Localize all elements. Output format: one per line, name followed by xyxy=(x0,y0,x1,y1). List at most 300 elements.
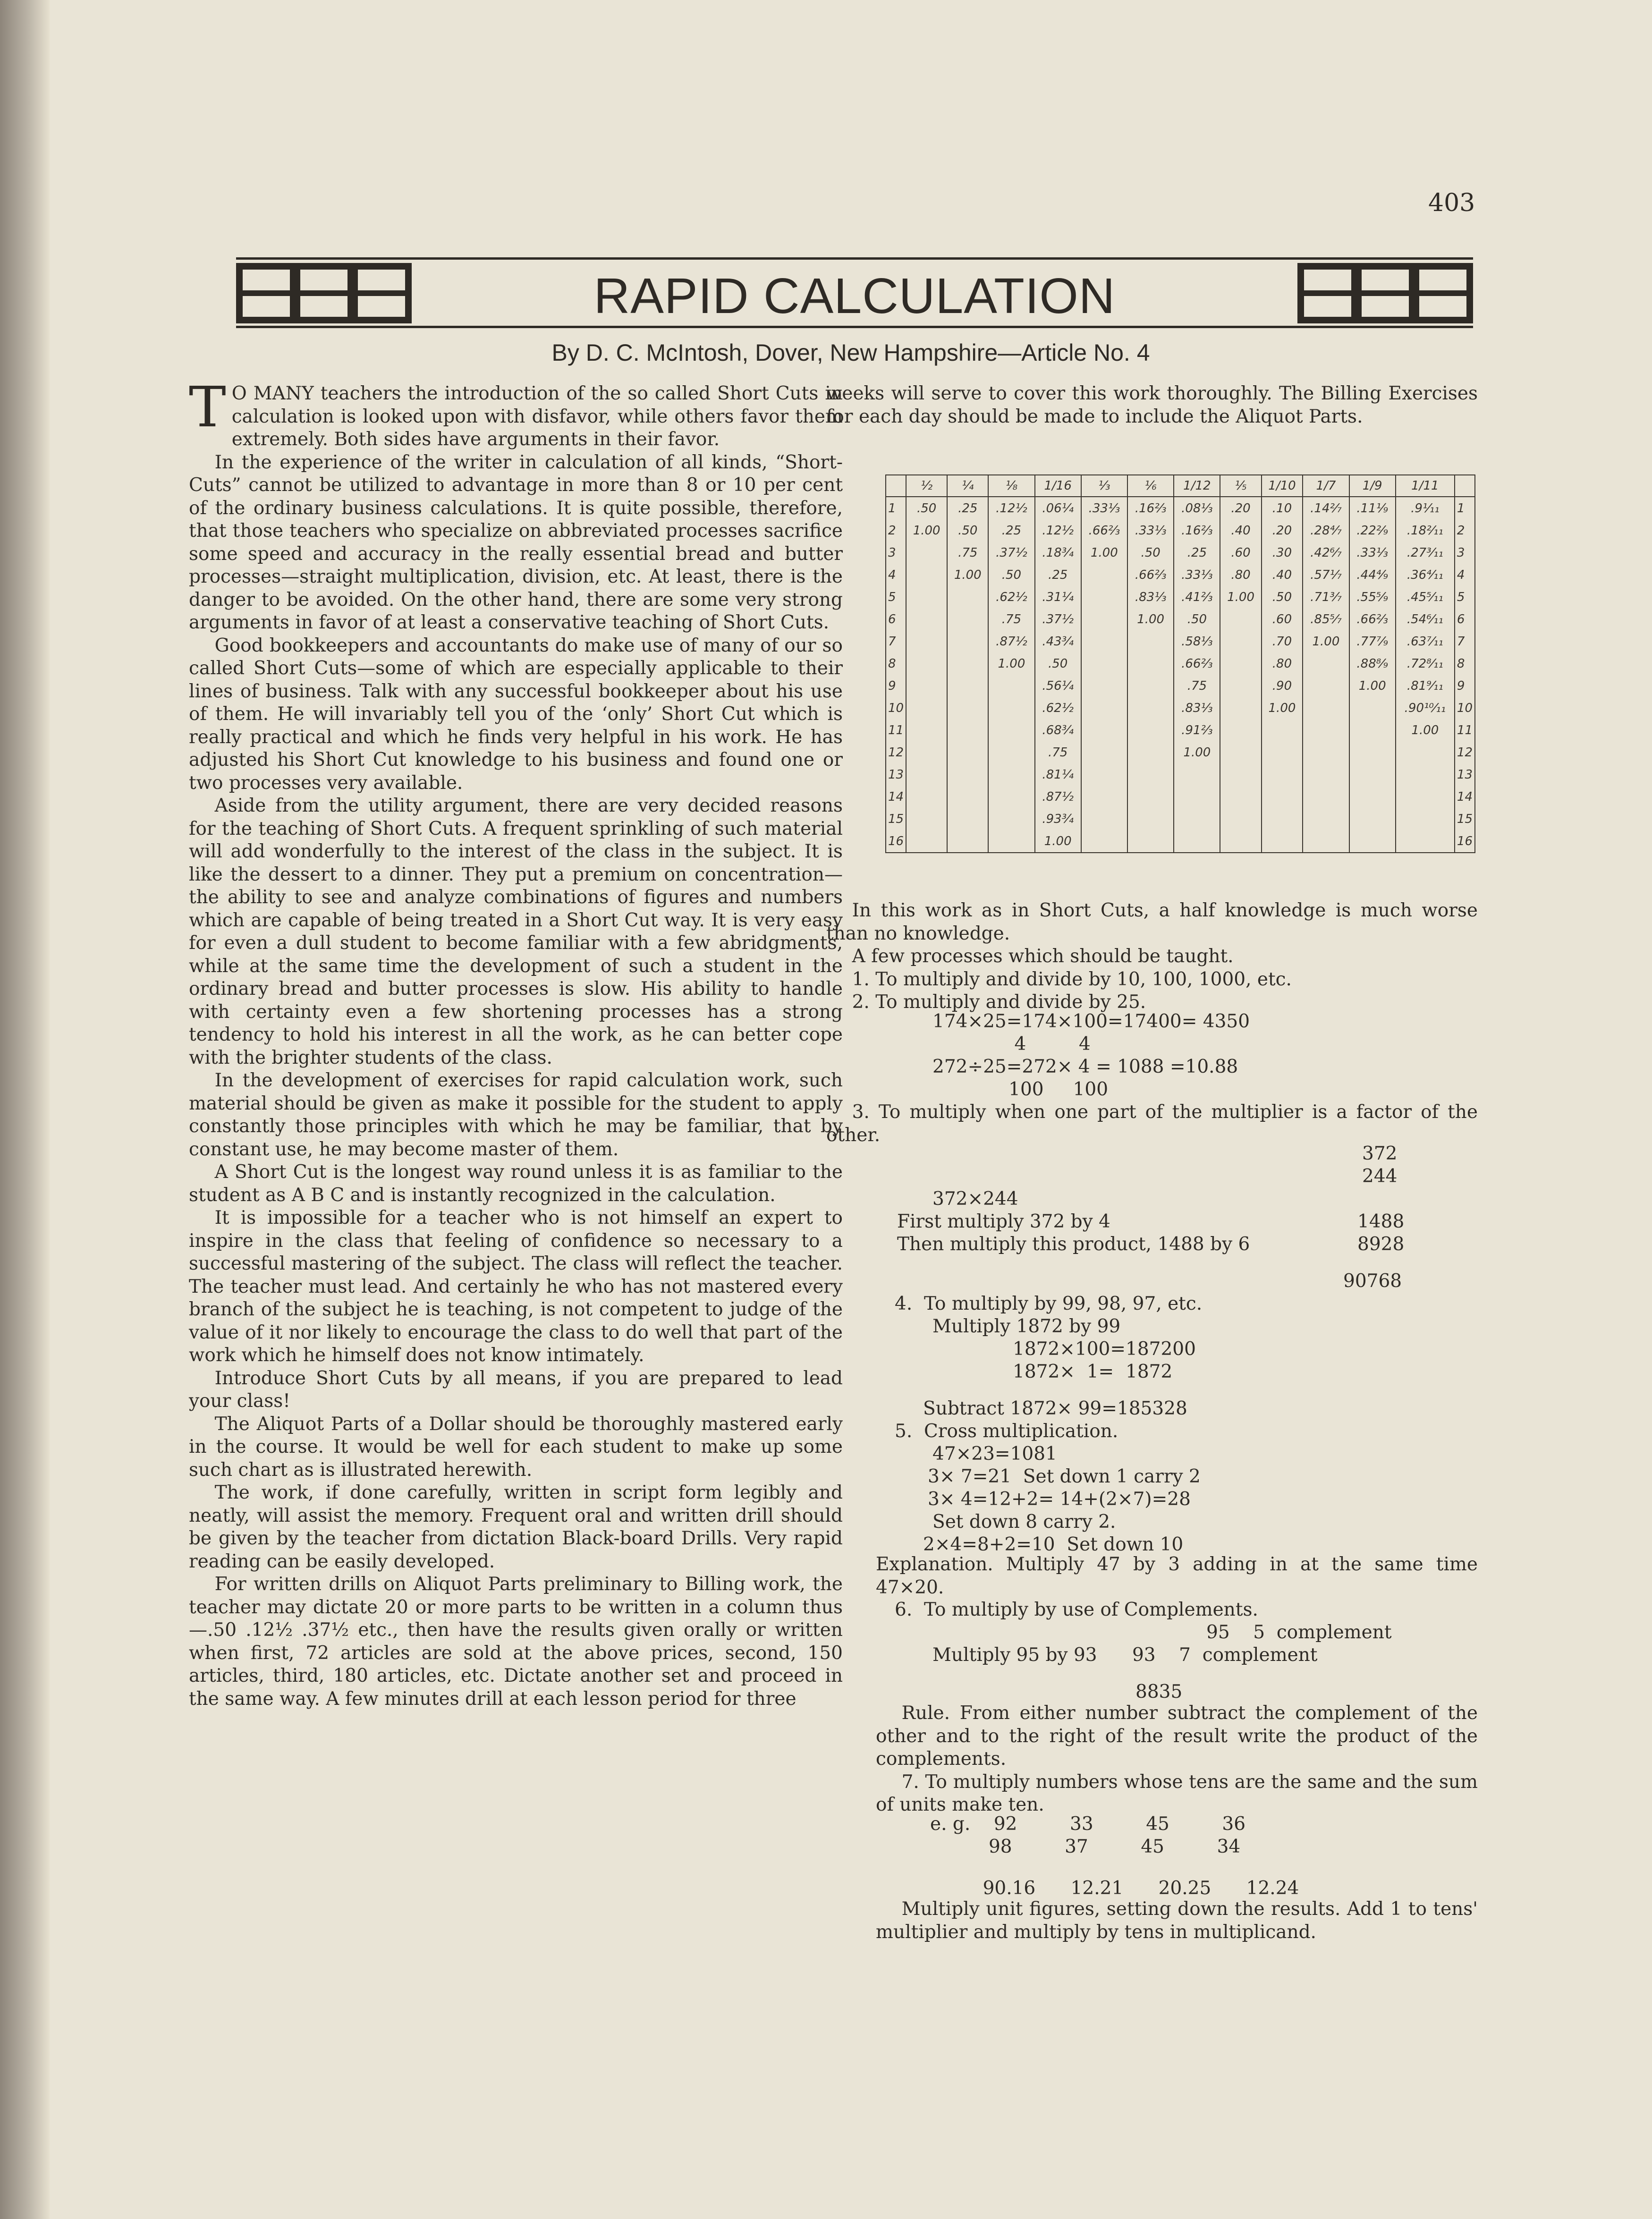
table-cell xyxy=(1349,719,1396,741)
table-header-cell: 1/7 xyxy=(1303,475,1349,497)
step-3-text: 3. To multiply when one part of the multiplier is a factor of the other. xyxy=(826,1101,1478,1146)
table-header-cell: 1/9 xyxy=(1349,475,1396,497)
table-cell xyxy=(988,675,1034,697)
math-line: 244 xyxy=(1362,1166,1398,1187)
right-column-body xyxy=(826,899,1478,1014)
table-cell xyxy=(1220,786,1261,808)
table-header-cell: ⅙ xyxy=(1127,475,1174,497)
table-cell xyxy=(1262,808,1303,830)
table-cell: .36⁴⁄₁₁ xyxy=(1396,564,1455,586)
table-cell: .08⅓ xyxy=(1174,497,1220,519)
table-cell: 1.00 xyxy=(1127,608,1174,630)
math-line: Multiply 1872 by 99 xyxy=(932,1316,1121,1337)
step-2: 2. To multiply and divide by 25. xyxy=(852,991,1146,1013)
table-cell: 4 xyxy=(886,564,906,586)
math-line: 98 37 45 34 xyxy=(930,1836,1241,1857)
math-line: Set down 8 carry 2. xyxy=(932,1511,1116,1533)
table-row xyxy=(886,719,1475,741)
table-cell: .06¼ xyxy=(1035,497,1081,519)
table-cell: .30 xyxy=(1262,542,1303,564)
table-cell: .66⅔ xyxy=(1127,564,1174,586)
aliquot-table xyxy=(885,474,1475,853)
table-cell: 10 xyxy=(886,697,906,719)
table-cell xyxy=(947,608,988,630)
table-cell: .70 xyxy=(1262,630,1303,652)
table-cell: .50 xyxy=(1262,586,1303,608)
banner-top-rule xyxy=(236,257,1473,260)
paragraph: Introduce Short Cuts by all means, if you are prepared to lead your class! xyxy=(189,1367,843,1412)
table-cell: .45⁵⁄₁₁ xyxy=(1396,586,1455,608)
table-cell: 1.00 xyxy=(1220,586,1261,608)
table-cell: .42⁶⁄₇ xyxy=(1303,542,1349,564)
table-cell: .90¹⁰⁄₁₁ xyxy=(1396,697,1455,719)
table-cell xyxy=(988,719,1034,741)
table-cell xyxy=(1174,808,1220,830)
paragraph: In the development of exercises for rapid calculation work, such material should be given as make it possible for the student to apply constantly those principles with which he may be familiar, that by constant use, he may become master of them. xyxy=(189,1070,843,1160)
table-cell: .50 xyxy=(1127,542,1174,564)
table-cell: 3 xyxy=(1455,542,1475,564)
paragraph: The work, if done carefully, written in script form legibly and neatly, will assist the memory. Frequent oral and written drill should be given by the teacher from dictation Black-board Drills. Very rapid reading can be easily developed. xyxy=(189,1482,843,1572)
table-cell: 5 xyxy=(1455,586,1475,608)
table-header-cell: 1/11 xyxy=(1396,475,1455,497)
table-cell xyxy=(1081,808,1127,830)
table-cell xyxy=(1127,652,1174,675)
table-cell: .91⅔ xyxy=(1174,719,1220,741)
ornament-right xyxy=(1297,263,1473,323)
table-cell xyxy=(1127,763,1174,786)
table-cell: .66⅔ xyxy=(1349,608,1396,630)
table-cell xyxy=(1220,630,1261,652)
table-cell: 9 xyxy=(1455,675,1475,697)
table-row xyxy=(886,542,1475,564)
table-cell xyxy=(1081,630,1127,652)
table-cell: .71³⁄₇ xyxy=(1303,586,1349,608)
table-cell: 2 xyxy=(1455,519,1475,542)
table-cell xyxy=(947,630,988,652)
step-5: 5. Cross multiplication. xyxy=(895,1421,1118,1442)
table-cell xyxy=(1349,786,1396,808)
table-cell xyxy=(1220,652,1261,675)
table-cell xyxy=(1220,741,1261,763)
math-line: 3× 4=12+2= 14+(2×7)=28 xyxy=(928,1489,1191,1510)
table-header-cell: ⅓ xyxy=(1081,475,1127,497)
table-cell: .43¾ xyxy=(1035,630,1081,652)
table-cell: .14²⁄₇ xyxy=(1303,497,1349,519)
table-cell xyxy=(947,586,988,608)
right-column-intro xyxy=(826,382,1478,428)
table-cell xyxy=(1081,564,1127,586)
table-cell xyxy=(947,719,988,741)
math-line: 2×4=8+2=10 Set down 10 xyxy=(923,1534,1184,1555)
table-cell xyxy=(906,586,947,608)
table-cell xyxy=(1349,830,1396,853)
table-cell xyxy=(1303,652,1349,675)
rule-text: Rule. From either number subtract the complement of the other and to the right of the result write the product of the complements. 7. To multiply numbers whose tens are the same and the sum of units make ten. xyxy=(876,1702,1478,1815)
table-cell xyxy=(906,741,947,763)
table-cell: .27³⁄₁₁ xyxy=(1396,542,1455,564)
table-cell xyxy=(1220,719,1261,741)
title-banner xyxy=(236,257,1473,328)
table-cell: .60 xyxy=(1262,608,1303,630)
banner-bottom-rule xyxy=(236,326,1473,328)
table-cell xyxy=(1349,763,1396,786)
paragraph: In the experience of the writer in calculation of all kinds, “Short-Cuts” cannot be utilized to advantage in more than 8 or 10 per cent of the ordinary business calculations. It is quite possible, therefore, that those teachers who specialize on abbreviated processes sacrifice some speed and accuracy in the really essential bread and butter processes—straight multiplication, division, etc. At least, there is the danger to be avoided. On the other hand, there are some very strong arguments in favor of at least a conservative teaching of Short Cuts. xyxy=(189,451,843,633)
table-cell: .88⁸⁄₉ xyxy=(1349,652,1396,675)
table-cell: .80 xyxy=(1262,652,1303,675)
table-cell: 9 xyxy=(886,675,906,697)
table-cell xyxy=(906,675,947,697)
table-cell xyxy=(947,675,988,697)
table-cell xyxy=(1349,697,1396,719)
table-cell xyxy=(1220,608,1261,630)
table-cell: .87½ xyxy=(988,630,1034,652)
table-cell xyxy=(988,741,1034,763)
paragraph: The Aliquot Parts of a Dollar should be thoroughly mastered early in the course. It would be well for each student to make up some such chart as is illustrated herewith. xyxy=(189,1413,843,1481)
step-4: 4. To multiply by 99, 98, 97, etc. xyxy=(895,1293,1203,1314)
table-cell xyxy=(947,786,988,808)
table-cell xyxy=(947,830,988,853)
table-cell: 12 xyxy=(1455,741,1475,763)
table-cell: 11 xyxy=(1455,719,1475,741)
table-cell: .12½ xyxy=(1035,519,1081,542)
table-cell: .55⁵⁄₉ xyxy=(1349,586,1396,608)
table-cell: .25 xyxy=(1174,542,1220,564)
math-line: 47×23=1081 xyxy=(932,1443,1057,1465)
table-cell xyxy=(1127,808,1174,830)
table-cell xyxy=(1303,719,1349,741)
table-cell: .16⅔ xyxy=(1174,519,1220,542)
aliquot-parts-chart xyxy=(885,474,1475,871)
table-cell: .80 xyxy=(1220,564,1261,586)
table-cell xyxy=(947,697,988,719)
table-cell: .81⁹⁄₁₁ xyxy=(1396,675,1455,697)
table-cell xyxy=(906,808,947,830)
math-line: 174×25=174×100=17400= 4350 xyxy=(932,1011,1250,1032)
table-row xyxy=(886,497,1475,519)
table-row xyxy=(886,830,1475,853)
math-line: 1872×100=187200 xyxy=(1013,1338,1196,1360)
table-cell xyxy=(906,830,947,853)
table-cell xyxy=(1262,763,1303,786)
table-cell xyxy=(906,763,947,786)
table-cell: .75 xyxy=(988,608,1034,630)
table-cell: .58⅓ xyxy=(1174,630,1220,652)
table-cell: .62½ xyxy=(1035,697,1081,719)
math-line: 100 100 xyxy=(932,1079,1109,1100)
table-cell xyxy=(906,630,947,652)
table-cell: 14 xyxy=(886,786,906,808)
table-cell xyxy=(1127,697,1174,719)
table-cell xyxy=(1396,786,1455,808)
table-cell: .25 xyxy=(988,519,1034,542)
math-line: 3× 7=21 Set down 1 carry 2 xyxy=(928,1466,1201,1487)
table-row xyxy=(886,763,1475,786)
table-cell xyxy=(1081,741,1127,763)
byline: By D. C. McIntosh, Dover, New Hampshire—Article No. 4 xyxy=(551,339,1150,366)
table-cell: .72⁸⁄₁₁ xyxy=(1396,652,1455,675)
table-cell: .10 xyxy=(1262,497,1303,519)
table-header-cell: 1/12 xyxy=(1174,475,1220,497)
table-cell: .81¼ xyxy=(1035,763,1081,786)
book-binding-edge xyxy=(0,0,50,2219)
table-cell xyxy=(1081,586,1127,608)
table-cell xyxy=(1262,786,1303,808)
table-cell: 7 xyxy=(1455,630,1475,652)
math-line: 95 5 complement xyxy=(1206,1622,1392,1643)
paragraph: Good bookkeepers and accountants do make use of many of our so called Short Cuts—some of which are especially applicable to their lines of business. Talk with any successful bookkeeper about his use of them. He will invariably tell you of the ‘only’ Short Cut which is really practical and which he finds very helpful in his work. He has adjusted his Short Cut knowledge to his business and found one or two processes very available. xyxy=(189,635,843,794)
table-cell xyxy=(906,608,947,630)
table-cell: .66⅔ xyxy=(1174,652,1220,675)
table-cell xyxy=(1349,808,1396,830)
table-row xyxy=(886,586,1475,608)
math-line: 90.16 12.21 20.25 12.24 xyxy=(930,1878,1299,1899)
paragraph: For written drills on Aliquot Parts preliminary to Billing work, the teacher may dictate 20 or more parts to be written in a column thus—.50 .12½ .37½ etc., then have the results given orally or written when first, 72 articles are sold at the above prices, second, 150 articles, third, 180 articles, etc. Dictate another set and proceed in the same way. A few minutes drill at each lesson period for three xyxy=(189,1574,843,1710)
table-cell: .77⁷⁄₉ xyxy=(1349,630,1396,652)
drop-cap: T xyxy=(189,374,226,440)
paragraph: It is impossible for a teacher who is not himself an expert to inspire in the class that feeling of confidence so necessary to a successful mastering of the subject. The class will reflect the teacher. The teacher must lead. And certainly he who has not mastered every branch of the subject he is teaching, is not competent to judge of the value of it nor likely to encourage the class to do well that part of the work which he himself does not know intimately. xyxy=(189,1207,843,1366)
table-cell: 1.00 xyxy=(1396,719,1455,741)
table-cell xyxy=(947,808,988,830)
table-cell xyxy=(1220,808,1261,830)
table-cell: 8 xyxy=(1455,652,1475,675)
table-cell: .33⅓ xyxy=(1174,564,1220,586)
table-cell: 16 xyxy=(886,830,906,853)
table-cell xyxy=(1303,697,1349,719)
table-cell xyxy=(947,763,988,786)
step-1: 1. To multiply and divide by 10, 100, 1000, etc. xyxy=(852,968,1292,990)
table-cell: 15 xyxy=(1455,808,1475,830)
left-column xyxy=(189,374,843,1711)
table-cell xyxy=(1081,830,1127,853)
table-cell xyxy=(1127,675,1174,697)
table-cell: 10 xyxy=(1455,697,1475,719)
math-line: 8928 xyxy=(1357,1234,1405,1255)
table-header-cell xyxy=(886,475,906,497)
page xyxy=(50,0,1652,2219)
table-row xyxy=(886,808,1475,830)
table-cell xyxy=(1349,741,1396,763)
table-cell xyxy=(1303,830,1349,853)
math-line: 1488 xyxy=(1357,1211,1405,1232)
table-row xyxy=(886,675,1475,697)
paragraph: A few processes which should be taught. xyxy=(852,946,1234,967)
table-cell xyxy=(906,697,947,719)
table-header-cell: ⅛ xyxy=(988,475,1034,497)
table-cell: .20 xyxy=(1262,519,1303,542)
table-cell xyxy=(1220,675,1261,697)
math-line: Then multiply this product, 1488 by 6 xyxy=(897,1234,1250,1255)
table-cell: 12 xyxy=(886,741,906,763)
table-cell xyxy=(988,808,1034,830)
table-cell xyxy=(1081,652,1127,675)
table-cell xyxy=(1081,608,1127,630)
table-cell: .50 xyxy=(1174,608,1220,630)
table-cell xyxy=(906,542,947,564)
table-cell: .66⅔ xyxy=(1081,519,1127,542)
table-cell: .40 xyxy=(1262,564,1303,586)
table-cell: .75 xyxy=(947,542,988,564)
table-header-cell: ½ xyxy=(906,475,947,497)
table-cell xyxy=(988,697,1034,719)
table-header-cell: ⅕ xyxy=(1220,475,1261,497)
table-cell: .33⅓ xyxy=(1349,542,1396,564)
table-cell xyxy=(1220,763,1261,786)
table-cell: 1 xyxy=(886,497,906,519)
table-cell xyxy=(947,741,988,763)
table-row xyxy=(886,697,1475,719)
table-cell: 1.00 xyxy=(1174,741,1220,763)
math-line: 4 4 xyxy=(932,1033,1091,1055)
table-cell xyxy=(988,830,1034,853)
table-cell xyxy=(1262,741,1303,763)
table-cell: .33⅓ xyxy=(1081,497,1127,519)
table-cell xyxy=(1262,830,1303,853)
math-line: Multiply 95 by 93 93 7 complement xyxy=(932,1644,1318,1666)
table-cell: .90 xyxy=(1262,675,1303,697)
table-cell: .85⁵⁄₇ xyxy=(1303,608,1349,630)
table-cell xyxy=(1127,741,1174,763)
table-cell: 6 xyxy=(1455,608,1475,630)
table-row xyxy=(886,741,1475,763)
paragraph: In this work as in Short Cuts, a half knowledge is much worse than no knowledge. xyxy=(826,900,1478,944)
table-cell: 1.00 xyxy=(1303,630,1349,652)
table-cell: .57¹⁄₇ xyxy=(1303,564,1349,586)
table-cell xyxy=(1174,830,1220,853)
table-cell: .56¼ xyxy=(1035,675,1081,697)
math-line: Subtract 1872× 99=185328 xyxy=(923,1398,1187,1419)
step-6: 6. To multiply by use of Complements. xyxy=(895,1599,1258,1620)
table-cell xyxy=(906,564,947,586)
paragraph: weeks will serve to cover this work thoroughly. The Billing Exercises for each day should be made to include the Aliquot Parts. xyxy=(826,383,1478,427)
table-cell: .18²⁄₁₁ xyxy=(1396,519,1455,542)
table-cell: .41⅔ xyxy=(1174,586,1220,608)
table-cell xyxy=(1127,719,1174,741)
table-cell: 1.00 xyxy=(1035,830,1081,853)
table-row xyxy=(886,519,1475,542)
table-cell xyxy=(1303,808,1349,830)
table-cell: .37½ xyxy=(1035,608,1081,630)
table-cell xyxy=(988,786,1034,808)
table-cell xyxy=(1081,763,1127,786)
table-cell: .50 xyxy=(947,519,988,542)
table-cell xyxy=(1262,719,1303,741)
table-cell xyxy=(1303,786,1349,808)
explanation: Explanation. Multiply 47 by 3 adding in at the same time 47×20. xyxy=(876,1554,1478,1598)
table-cell: .68¾ xyxy=(1035,719,1081,741)
table-cell: .93¾ xyxy=(1035,808,1081,830)
table-cell xyxy=(1220,830,1261,853)
table-cell: 15 xyxy=(886,808,906,830)
table-cell: 2 xyxy=(886,519,906,542)
table-cell: 1.00 xyxy=(1262,697,1303,719)
table-cell: .60 xyxy=(1220,542,1261,564)
math-line: 1872× 1= 1872 xyxy=(1013,1361,1173,1382)
table-cell: .63⁷⁄₁₁ xyxy=(1396,630,1455,652)
table-cell xyxy=(1303,741,1349,763)
math-line: 372 xyxy=(1362,1143,1398,1164)
table-cell: .25 xyxy=(947,497,988,519)
table-cell: .22²⁄₉ xyxy=(1349,519,1396,542)
paragraph: Aside from the utility argument, there are very decided reasons for the teaching of Short Cuts. A frequent sprinkling of such material will add wonderfully to the interest of the class in the subject. It is like the dessert to a dinner. They put a premium on concentration—the ability to see and analyze combinations of figures and numbers which are capable of being treated in a Short Cut way. It is very easy for even a dull student to become familiar with a few abridgments, while at the same time the development of such a student in the ordinary bread and butter processes is slow. His ability to handle with certainty even a few shortening processes has a strong tendency to hold his interest in all the work, as he can better cope with the brighter students of the class. xyxy=(189,795,843,1068)
page-number: 403 xyxy=(1428,189,1475,217)
table-cell xyxy=(1081,786,1127,808)
table-cell: 11 xyxy=(886,719,906,741)
table-cell xyxy=(906,786,947,808)
table-cell: .12½ xyxy=(988,497,1034,519)
table-cell: .50 xyxy=(1035,652,1081,675)
table-cell xyxy=(1303,763,1349,786)
table-cell xyxy=(1127,786,1174,808)
table-cell: 7 xyxy=(886,630,906,652)
table-cell: .62½ xyxy=(988,586,1034,608)
table-cell xyxy=(1081,675,1127,697)
table-cell: .18¾ xyxy=(1035,542,1081,564)
table-cell: .20 xyxy=(1220,497,1261,519)
table-cell xyxy=(1303,675,1349,697)
table-cell xyxy=(1174,786,1220,808)
table-header-cell: 1/16 xyxy=(1035,475,1081,497)
table-cell: 5 xyxy=(886,586,906,608)
table-cell xyxy=(1127,630,1174,652)
table-header-cell: 1/10 xyxy=(1262,475,1303,497)
table-cell: 1.00 xyxy=(1081,542,1127,564)
table-cell: .54⁶⁄₁₁ xyxy=(1396,608,1455,630)
table-cell: 3 xyxy=(886,542,906,564)
table-cell xyxy=(1396,741,1455,763)
table-cell xyxy=(1396,808,1455,830)
table-cell: .87½ xyxy=(1035,786,1081,808)
table-cell xyxy=(1081,719,1127,741)
table-cell: 1.00 xyxy=(906,519,947,542)
math-line: 90768 xyxy=(1343,1270,1402,1292)
table-cell: .75 xyxy=(1174,675,1220,697)
table-row xyxy=(886,630,1475,652)
table-row xyxy=(886,608,1475,630)
math-line: 8835 xyxy=(1135,1681,1183,1702)
table-cell: .33⅓ xyxy=(1127,519,1174,542)
table-cell: .37½ xyxy=(988,542,1034,564)
table-cell: .50 xyxy=(906,497,947,519)
table-cell: 1.00 xyxy=(1349,675,1396,697)
paragraph: A Short Cut is the longest way round unless it is as familiar to the student as A B C and is instantly recognized in the calculation. xyxy=(189,1161,843,1206)
table-cell: 16 xyxy=(1455,830,1475,853)
table-cell: 1.00 xyxy=(988,652,1034,675)
table-cell: .83⅓ xyxy=(1127,586,1174,608)
table-cell: 13 xyxy=(1455,763,1475,786)
table-row xyxy=(886,652,1475,675)
math-line: First multiply 372 by 4 xyxy=(897,1211,1110,1232)
table-cell: 1 xyxy=(1455,497,1475,519)
table-cell: 14 xyxy=(1455,786,1475,808)
table-cell: 6 xyxy=(886,608,906,630)
closing-paragraph: Multiply unit figures, setting down the results. Add 1 to tens' multiplier and multiply by tens in multiplicand. xyxy=(876,1898,1478,1943)
table-cell: .75 xyxy=(1035,741,1081,763)
math-line: 272÷25=272× 4 = 1088 =10.88 xyxy=(932,1056,1238,1077)
table-row xyxy=(886,786,1475,808)
table-cell: 4 xyxy=(1455,564,1475,586)
table-cell: .44⁴⁄₉ xyxy=(1349,564,1396,586)
table-cell: 1.00 xyxy=(947,564,988,586)
table-cell: .83⅓ xyxy=(1174,697,1220,719)
table-cell xyxy=(1127,830,1174,853)
table-cell xyxy=(1396,830,1455,853)
table-cell: 8 xyxy=(886,652,906,675)
table-cell: .11⅑ xyxy=(1349,497,1396,519)
table-header-cell xyxy=(1455,475,1475,497)
table-cell xyxy=(906,652,947,675)
table-cell: .31¼ xyxy=(1035,586,1081,608)
table-cell xyxy=(906,719,947,741)
